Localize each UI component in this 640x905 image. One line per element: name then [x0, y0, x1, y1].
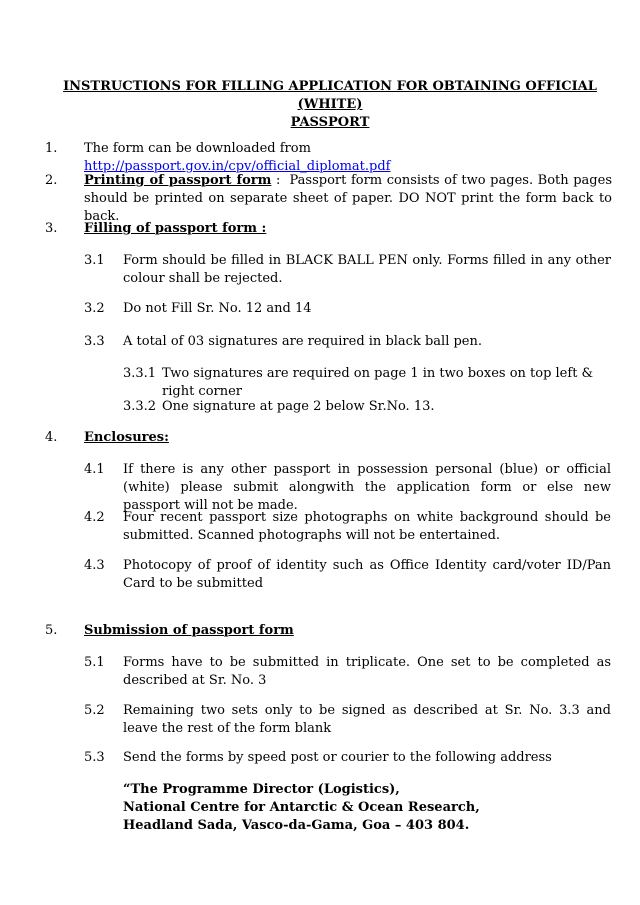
item-5-3-text: Send the forms by speed post or courier to the following address — [123, 750, 552, 765]
address-line-3: Headland Sada, Vasco-da-Gama, Goa – 403 804. — [123, 818, 470, 833]
item-4-2-number: 4.2 — [84, 510, 105, 525]
item-4-heading: Enclosures: — [84, 430, 169, 445]
item-4-number: 4. — [45, 430, 58, 445]
item-3-2-text: Do not Fill Sr. No. 12 and 14 — [123, 301, 312, 316]
item-5-1-number: 5.1 — [84, 655, 105, 670]
item-1-text — [84, 140, 612, 176]
item-4-2-text: Four recent passport size photographs on white background should be submitted. Scanned photographs will not be entertained. — [123, 510, 611, 543]
item-1-number: 1. — [45, 141, 58, 156]
item-3-3-2-number: 3.3.2 — [123, 399, 157, 414]
address-line-2: National Centre for Antarctic & Ocean Research, — [123, 800, 480, 815]
item-3-3-1-number: 3.3.1 — [123, 366, 157, 381]
item-2-separator: : — [271, 173, 290, 188]
title-line-2: PASSPORT — [290, 115, 370, 130]
item-3-3-number: 3.3 — [84, 334, 105, 349]
item-3-1-number: 3.1 — [84, 253, 105, 268]
item-3-1-text: Form should be filled in BLACK BALL PEN only. Forms filled in any other colour shall be rejected. — [123, 253, 611, 286]
item-3-3-1-text: Two signatures are required on page 1 in two boxes on top left & right corner — [162, 366, 594, 399]
title-line-1: INSTRUCTIONS FOR FILLING APPLICATION FOR OBTAINING OFFICIAL (WHITE) — [63, 79, 597, 112]
item-3-3-2-text: One signature at page 2 below Sr.No. 13. — [162, 399, 435, 414]
item-5-number: 5. — [45, 623, 58, 638]
item-5-2-number: 5.2 — [84, 703, 105, 718]
item-3-heading: Filling of passport form : — [84, 221, 267, 236]
item-2-body: Passport form consists of two pages. Both pages should be printed on separate sheet of paper. DO NOT print the form back to back. — [84, 173, 612, 224]
item-5-2-text: Remaining two sets only to be signed as described at Sr. No. 3.3 and leave the rest of the form blank — [123, 703, 611, 736]
item-4-3-number: 4.3 — [84, 558, 105, 573]
item-4-3-text: Photocopy of proof of identity such as Office Identity card/voter ID/Pan Card to be submitted — [123, 558, 611, 591]
item-5-1-text: Forms have to be submitted in triplicate. One set to be completed as described at Sr. No. 3 — [123, 655, 611, 688]
item-1-label: The form can be downloaded from — [84, 141, 311, 156]
item-4-1-number: 4.1 — [84, 462, 105, 477]
item-3-2-number: 3.2 — [84, 301, 105, 316]
item-5-3-number: 5.3 — [84, 750, 105, 765]
download-link[interactable]: http://passport.gov.in/cpv/official_diplomat.pdf — [84, 159, 391, 174]
document-title — [40, 78, 620, 132]
item-3-3-text: A total of 03 signatures are required in black ball pen. — [123, 334, 482, 349]
item-2-heading: Printing of passport form — [84, 173, 272, 188]
item-3-number: 3. — [45, 221, 58, 236]
address-line-1: “The Programme Director (Logistics), — [123, 782, 400, 797]
item-2-number: 2. — [45, 173, 58, 188]
address-block — [123, 781, 480, 835]
item-5-heading: Submission of passport form — [84, 623, 294, 638]
item-2-text — [84, 172, 612, 226]
item-4-1-text: If there is any other passport in possession personal (blue) or official (white) please submit alongwith the application form or else new passport will not be made. — [123, 462, 611, 513]
